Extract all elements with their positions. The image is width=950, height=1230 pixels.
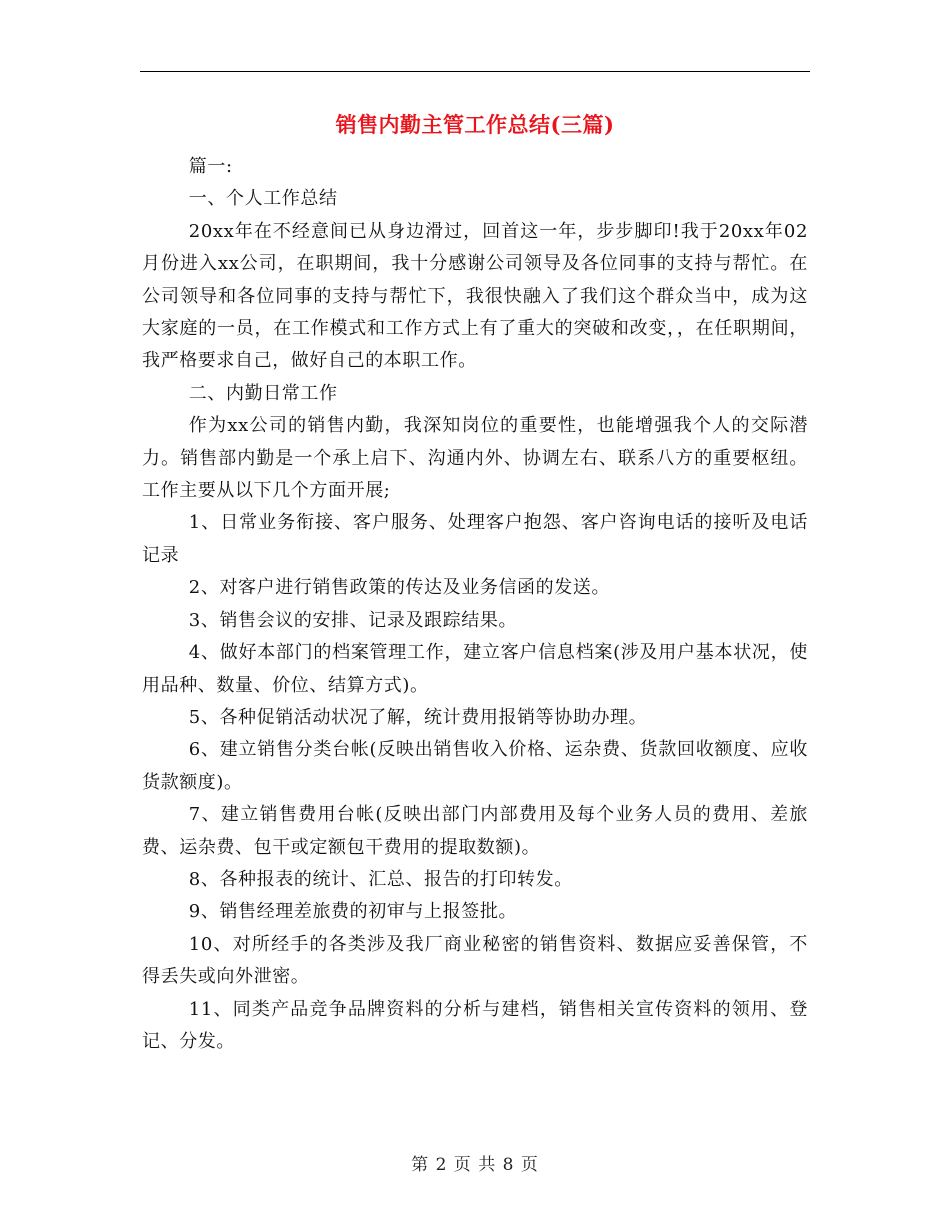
list-item: 4、做好本部门的档案管理工作，建立客户信息档案(涉及用户基本状况，使用品种、数量、价位、结算方式)。 <box>142 642 808 696</box>
list-item: 1、日常业务衔接、客户服务、处理客户抱怨、客户咨询电话的接听及电话记录 <box>142 512 808 566</box>
page-number: 第 2 页 共 8 页 <box>411 1155 539 1175</box>
list-item: 8、各种报表的统计、汇总、报告的打印转发。 <box>188 868 573 890</box>
list-item: 10、对所经手的各类涉及我厂商业秘密的销售资料、数据应妥善保管，不得丢失或向外泄密。 <box>142 933 808 988</box>
list-item: 3、销售会议的安排、记录及跟踪结果。 <box>188 609 518 631</box>
document-body <box>142 151 808 1058</box>
list-item: 5、各种促销活动状况了解，统计费用报销等协助办理。 <box>188 706 648 728</box>
header-rule <box>140 71 810 72</box>
list-item: 6、建立销售分类台帐(反映出销售收入价格、运杂费、货款回收额度、应收货款额度)。 <box>142 739 808 793</box>
list-item: 9、销售经理差旅费的初审与上报签批。 <box>188 901 518 923</box>
list-item: 11、同类产品竞争品牌资料的分析与建档，销售相关宣传资料的领用、登记、分发。 <box>142 998 808 1052</box>
body-paragraph: 20xx年在不经意间已从身边滑过，回首这一年，步步脚印!我于20xx年02月份进入xx公司，在职期间，我十分感谢公司领导及各位同事的支持与帮忙。在公司领导和各位同事的支持与帮忙下，我很快融入了我们这个群众当中，成为这大家庭的一员，在工作模式和工作方式上有了重大的突破和改变，，在任职期间，我严格要求自己，做好自己的本职工作。 <box>142 220 808 372</box>
list-item: 7、建立销售费用台帐(反映出部门内部费用及每个业务人员的费用、差旅费、运杂费、包干或定额包干费用的提取数额)。 <box>142 804 808 858</box>
section-heading: 二、内勤日常工作 <box>188 382 338 404</box>
body-paragraph: 作为xx公司的销售内勤，我深知岗位的重要性，也能增强我个人的交际潜力。销售部内勤是一个承上启下、沟通内外、协调左右、联系八方的重要枢纽。工作主要从以下几个方面开展; <box>142 415 808 502</box>
section-heading: 一、个人工作总结 <box>188 188 338 210</box>
list-item: 2、对客户进行销售政策的传达及业务信函的发送。 <box>188 577 611 599</box>
document-title: 销售内勤主管工作总结(三篇) <box>335 112 615 137</box>
section-label: 篇一: <box>188 156 233 177</box>
